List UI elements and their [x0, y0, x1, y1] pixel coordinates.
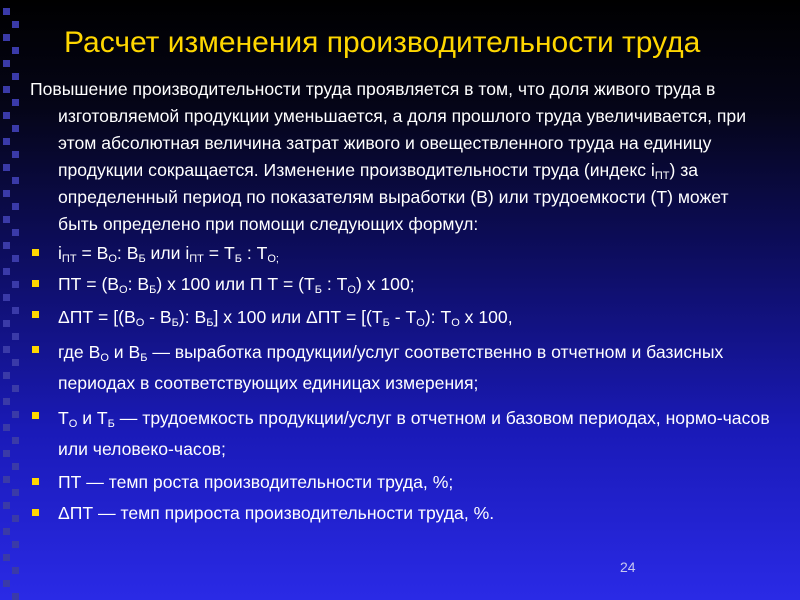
decorative-square — [3, 60, 10, 67]
definition-text: где В — [58, 342, 101, 362]
decorative-square — [3, 320, 10, 327]
formula-subscript: ПТ — [61, 253, 77, 265]
bullet-square-icon — [32, 478, 39, 485]
formula-text: = Т — [203, 243, 235, 263]
decorative-square — [3, 398, 10, 405]
definition-subscript: Б — [107, 418, 115, 430]
decorative-square — [3, 372, 10, 379]
formula-growth-rate-item — [30, 271, 770, 298]
definition-subscript: О — [68, 418, 78, 430]
decorative-square — [3, 242, 10, 249]
decorative-square — [3, 164, 10, 171]
decorative-square — [3, 34, 10, 41]
definition-text: и Т — [77, 408, 108, 428]
decorative-square — [3, 424, 10, 431]
decorative-square — [12, 281, 19, 288]
formula-subscript: Б — [382, 317, 390, 329]
decorative-square — [12, 151, 19, 158]
decorative-square — [3, 450, 10, 457]
decorative-square — [3, 216, 10, 223]
formula-list — [30, 240, 770, 527]
intro-subscript: ПТ — [654, 170, 670, 182]
page-number: 24 — [620, 559, 636, 575]
decorative-square — [12, 177, 19, 184]
decorative-square — [3, 268, 10, 275]
definition-subscript: Б — [140, 352, 148, 364]
definition-text: — выработка продукции/услуг соответственно в отчетном и базисных периодах в соответствующих единицах измерения; — [58, 342, 724, 393]
decorative-square — [12, 463, 19, 470]
decorative-square — [3, 86, 10, 93]
definition-text: — трудоемкость продукции/услуг в отчетном и базовом периодах, нормо-часов или человеко-часов; — [58, 408, 770, 459]
decorative-square — [12, 73, 19, 80]
decorative-square — [12, 99, 19, 106]
decorative-square — [3, 580, 10, 587]
formula-subscript: О — [416, 317, 425, 329]
decorative-square — [3, 294, 10, 301]
formula-subscript: Б — [149, 284, 157, 296]
decorative-square — [12, 125, 19, 132]
decorative-square — [12, 307, 19, 314]
decorative-square — [3, 502, 10, 509]
formula-text: - В — [144, 307, 172, 327]
bullet-square-icon — [32, 280, 39, 287]
intro-text: Повышение производительности труда проявляется в том, что доля живого труда в изготовляемой продукции уменьшается, а доля прошлого труда увеличивается, при этом абсолютная величина затрат живого и овеществленного труда на единицу продукции сокращается. Изменение производительности труда (индекс i — [30, 79, 747, 180]
formula-text: х 100, — [459, 307, 513, 327]
formula-text: : В — [116, 243, 139, 263]
decorative-square — [12, 47, 19, 54]
definition-growth-rate-item — [30, 469, 770, 496]
decorative-square — [12, 489, 19, 496]
decorative-square — [12, 21, 19, 28]
intro-text-continued: ) за определенный период по показателям выработки (В) или трудоемкости (Т) может быть определено при помощи следующих формул: — [58, 160, 729, 234]
decorative-square — [3, 346, 10, 353]
formula-index-item — [30, 240, 770, 267]
decorative-square — [12, 385, 19, 392]
decorative-square — [3, 528, 10, 535]
formula-subscript: Б — [234, 253, 242, 265]
decorative-square — [12, 593, 19, 600]
formula-subscript: О — [347, 284, 356, 296]
decorative-square — [12, 229, 19, 236]
bullet-square-icon — [32, 311, 39, 318]
decorative-square — [12, 541, 19, 548]
definition-subscript: О — [100, 352, 109, 364]
decorative-square — [3, 8, 10, 15]
formula-text: ) х 100 или П Т = (Т — [156, 274, 315, 294]
formula-text: i — [58, 243, 62, 263]
bullet-square-icon — [32, 346, 39, 353]
definition-text: Т — [58, 408, 69, 428]
formula-text: : В — [127, 274, 150, 294]
decorative-square — [12, 359, 19, 366]
decorative-square — [12, 437, 19, 444]
intro-paragraph — [30, 76, 770, 238]
formula-text: ΔПТ = [(В — [58, 307, 136, 327]
slide-content — [30, 76, 770, 527]
formula-subscript: О — [119, 284, 128, 296]
decorative-square — [12, 411, 19, 418]
formula-subscript: Б — [314, 284, 322, 296]
formula-subscript: О — [451, 317, 460, 329]
decorative-square — [12, 255, 19, 262]
formula-text: - Т — [389, 307, 417, 327]
formula-subscript: Б — [171, 317, 179, 329]
formula-subscript: О; — [267, 253, 279, 265]
formula-subscript: ПТ — [189, 253, 204, 265]
formula-subscript: О — [135, 317, 145, 329]
decorative-square — [3, 190, 10, 197]
formula-increment-rate-item — [30, 302, 770, 333]
decorative-square — [12, 203, 19, 210]
formula-text: или i — [145, 243, 190, 263]
formula-text: : Т — [241, 243, 268, 263]
decorative-square — [3, 476, 10, 483]
definition-text: ПТ — темп роста производительности труда, %; — [58, 472, 454, 492]
decorative-square-strip — [0, 0, 22, 600]
formula-text: ): Т — [424, 307, 452, 327]
formula-text: : Т — [321, 274, 348, 294]
definition-labor-intensity-item — [30, 403, 770, 465]
bullet-square-icon — [32, 509, 39, 516]
definition-text: ΔПТ — темп прироста производительности труда, %. — [58, 503, 495, 523]
decorative-square — [12, 333, 19, 340]
decorative-square — [3, 112, 10, 119]
decorative-square — [3, 554, 10, 561]
slide-title: Расчет изменения производительности труда — [64, 26, 701, 59]
formula-subscript: Б — [206, 317, 214, 329]
definition-text: и В — [108, 342, 141, 362]
decorative-square — [12, 515, 19, 522]
formula-text: ПТ = (В — [58, 274, 120, 294]
bullet-square-icon — [32, 249, 39, 256]
formula-text: ) х 100; — [355, 274, 415, 294]
definition-output-item — [30, 337, 770, 399]
decorative-square — [3, 138, 10, 145]
formula-subscript: О — [108, 253, 117, 265]
formula-text: ): В — [178, 307, 207, 327]
definition-increment-rate-item — [30, 500, 770, 527]
formula-text: ] х 100 или ΔПТ = [(Т — [213, 307, 383, 327]
bullet-square-icon — [32, 412, 39, 419]
decorative-square — [12, 567, 19, 574]
formula-subscript: Б — [138, 253, 146, 265]
formula-text: = В — [76, 243, 109, 263]
